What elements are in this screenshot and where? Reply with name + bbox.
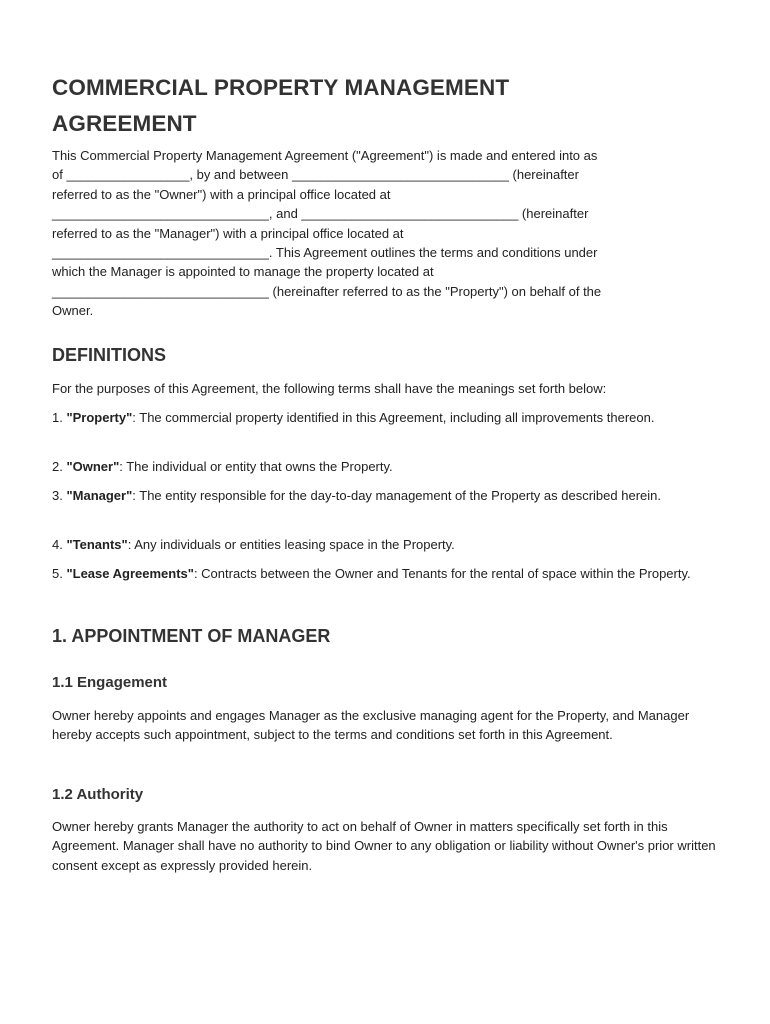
intro-line: of _________________, by and between ______________________________ (hereinafter (52, 167, 579, 183)
document-title (52, 70, 509, 142)
definitions-heading: DEFINITIONS (52, 345, 167, 365)
definition-item: 3. "Manager": The entity responsible for the day-to-day management of the Property as described herein. (52, 488, 661, 503)
subsection-1-2-text: Owner hereby grants Manager the authority to act on behalf of Owner in matters specifically set forth in this Agreement. Manager shall have no authority to bind Owner to any obligation or liability without Owner's prior written consent except as expressly provided herein. (52, 819, 716, 873)
intro-line: referred to as the "Manager") with a principal office located at (52, 225, 404, 241)
intro-line: referred to as the "Owner") with a principal office located at (52, 186, 391, 202)
subsection-1-1-heading: 1.1 Engagement (52, 674, 168, 691)
intro-line: This Commercial Property Management Agreement ("Agreement") is made and entered into as (52, 148, 598, 163)
intro-line: Owner. (52, 303, 94, 319)
intro-line: ______________________________. This Agreement outlines the terms and conditions under (52, 245, 598, 261)
title-line: COMMERCIAL PROPERTY MANAGEMENT (52, 75, 510, 100)
definition-item: 2. "Owner": The individual or entity that owns the Property. (52, 459, 393, 474)
intro-line: ______________________________, and ______________________________ (hereinafter (52, 206, 589, 222)
subsection-1-1-text: Owner hereby appoints and engages Manager as the exclusive managing agent for the Property, and Manager hereby accepts such appointment, subject to the terms and conditions set forth in this Agreement. (52, 708, 690, 743)
definition-item: 4. "Tenants": Any individuals or entities leasing space in the Property. (52, 537, 455, 552)
definitions-lead: For the purposes of this Agreement, the following terms shall have the meanings set forth below: (52, 381, 607, 396)
intro-line: ______________________________ (hereinafter referred to as the "Property") on behalf of the (52, 283, 602, 299)
definition-item: 1. "Property": The commercial property identified in this Agreement, including all improvements thereon. (52, 410, 655, 425)
intro-paragraph (52, 146, 601, 321)
intro-line: which the Manager is appointed to manage the property located at (52, 264, 434, 280)
definition-item: 5. "Lease Agreements": Contracts between the Owner and Tenants for the rental of space within the Property. (52, 566, 691, 581)
subsection-1-2-heading: 1.2 Authority (52, 786, 144, 803)
title-line: AGREEMENT (52, 111, 197, 136)
section-1-heading: 1. APPOINTMENT OF MANAGER (52, 626, 331, 646)
